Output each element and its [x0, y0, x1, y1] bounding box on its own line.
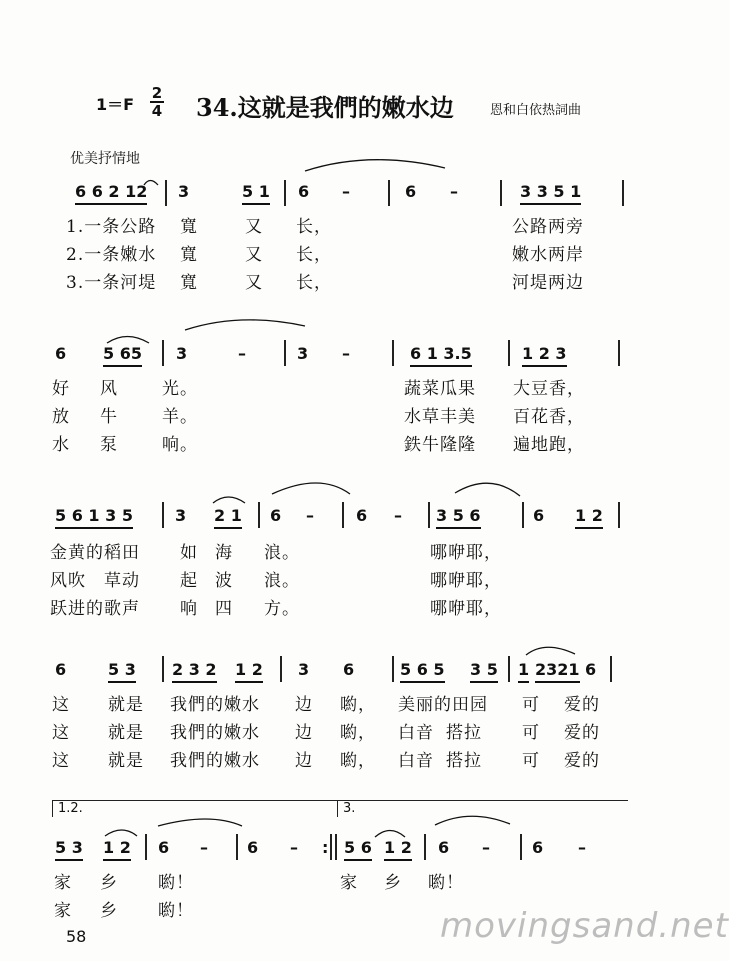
- lyric-v2-b: 乡: [100, 901, 118, 921]
- notes-m1: 6 6 2 12: [75, 182, 147, 205]
- notes-m5a: 1: [518, 660, 529, 683]
- lyric-v1-f: 美丽的田园: [398, 695, 488, 715]
- lyric-v2-d: 长，: [296, 245, 332, 265]
- lyric-v3-e: 喲，: [340, 751, 376, 771]
- key-signature: 1＝F: [96, 95, 135, 114]
- notes-m5b: –: [482, 838, 490, 857]
- lyric-v1-e: 大豆香，: [513, 379, 585, 399]
- notes-m2b: 5 1: [242, 182, 270, 205]
- lyric-v3-e: 河堤两边: [512, 273, 584, 293]
- lyric-v1-e: 公路两旁: [512, 217, 584, 237]
- lyric-v3-c: 又: [245, 273, 263, 293]
- lyric-v2-d: 边: [295, 723, 313, 743]
- lyric-v1-c: 光。: [162, 379, 198, 399]
- notes-m2a: 2 3 2: [172, 660, 217, 683]
- lyric-v2-b: 就是: [108, 723, 144, 743]
- notes-m5c: 6: [585, 660, 597, 679]
- lyric-v1-d: 长，: [296, 217, 332, 237]
- notes-m1b: 5 3: [108, 660, 136, 683]
- lyric-v2-e: 百花香，: [513, 407, 585, 427]
- lyric-v2-a: 这: [52, 723, 70, 743]
- notes-m3b: –: [342, 182, 350, 201]
- lyric-v2-c: 我們的嫩水: [170, 723, 260, 743]
- lyric-v1-c: 我們的嫩水: [170, 695, 260, 715]
- lyric-v3-a: 水: [52, 435, 70, 455]
- lyric-v3-b: 泵: [100, 435, 118, 455]
- notes-m1a: 5 3: [55, 838, 83, 861]
- lyric-v3-d: 鉄牛隆隆: [404, 435, 476, 455]
- lyric-v2-f: 哪咿耶，: [430, 571, 502, 591]
- lyric-v2-h: 可: [522, 723, 540, 743]
- notes-m5b: 2321: [535, 660, 580, 683]
- lyric-v2-e: 浪。: [264, 571, 300, 591]
- lyric-v1-b: 乡: [100, 873, 118, 893]
- notes-m4a: 6: [356, 506, 368, 525]
- notes-m2b: 1 2: [235, 660, 263, 683]
- lyric-v1-b: 风: [100, 379, 118, 399]
- volta-label-2: 3.: [343, 801, 356, 816]
- notes-m4: 6 1 3.5: [410, 344, 472, 367]
- lyric-v1-a: 好: [52, 379, 70, 399]
- lyric-v1-e: 哪咿耶，: [430, 543, 502, 563]
- lyric-v2-c: 起: [180, 571, 198, 591]
- lyric-v2-c: 又: [245, 245, 263, 265]
- lyric-v2-e: 嫩水两岸: [512, 245, 584, 265]
- lyric-v2-d: 水草丰美: [404, 407, 476, 427]
- lyric-v1-d: 浪。: [264, 543, 300, 563]
- lyric-v3-c: 四: [215, 599, 233, 619]
- song-title: 34.这就是我們的嫩水边: [196, 93, 454, 122]
- lyric-v2-b: 寬: [180, 245, 198, 265]
- lyric-v3-a: 3.一条河堤: [66, 273, 157, 293]
- lyric-v1-g: 可: [522, 695, 540, 715]
- lyric-v3-d: 长，: [296, 273, 332, 293]
- lyric-v3-a: 跃进的歌声: [50, 599, 140, 619]
- composer-credit: 恩和白依热詞曲: [490, 103, 582, 118]
- notes-m1a: 6: [55, 660, 67, 679]
- lyric-v1-h: 爱的: [564, 695, 600, 715]
- repeat-sign: :: [322, 838, 329, 857]
- lyric-v2-a: 放: [52, 407, 70, 427]
- lyric-v1-c: 海: [215, 543, 233, 563]
- lyric-v1-c: 喲！: [158, 873, 194, 893]
- lyric-v1-d: 蔬菜瓜果: [404, 379, 476, 399]
- lyric-v3-d: 方。: [264, 599, 300, 619]
- notes-m6a: 6: [533, 506, 545, 525]
- notes-m5a: 6: [438, 838, 450, 857]
- lyric-v2-g: 搭拉: [446, 723, 482, 743]
- notes-m3a: 6: [270, 506, 282, 525]
- notes-m3b: –: [290, 838, 298, 857]
- lyric-v2-a: 风吹: [50, 571, 86, 591]
- notes-m4a: 5 6: [344, 838, 372, 861]
- lyric-v3-b: 寬: [180, 273, 198, 293]
- lyric-v3-c: 响。: [162, 435, 198, 455]
- lyric-v3-h: 可: [522, 751, 540, 771]
- tempo-marking: 优美抒情地: [70, 151, 140, 167]
- notes-m1b: 5 65: [103, 344, 142, 367]
- volta-bracket-2: [337, 800, 628, 817]
- notes-m2a: 3: [175, 506, 187, 525]
- notes-m2a: 3: [176, 344, 188, 363]
- notes-m3a: 3: [298, 660, 310, 679]
- notes-m2b: 2 1: [214, 506, 242, 529]
- time-signature: [150, 86, 164, 118]
- lyric-v2-d: 波: [215, 571, 233, 591]
- lyric-v3-b: 就是: [108, 751, 144, 771]
- lyric-v3-a: 这: [52, 751, 70, 771]
- lyric-v2-c: 羊。: [162, 407, 198, 427]
- lyric-v1-d: 家: [340, 873, 358, 893]
- notes-m3a: 3: [297, 344, 309, 363]
- lyric-v1-e: 乡: [384, 873, 402, 893]
- notes-m2b: –: [200, 838, 208, 857]
- lyric-v1-a: 家: [54, 873, 72, 893]
- notes-m6b: –: [578, 838, 586, 857]
- lyric-v1-a: 1.一条公路: [66, 217, 157, 237]
- lyric-v1-b: 就是: [108, 695, 144, 715]
- notes-m4b: 1 2: [384, 838, 412, 861]
- lyric-v1-f: 喲！: [428, 873, 464, 893]
- lyric-v1-b: 寬: [180, 217, 198, 237]
- lyric-v1-d: 边: [295, 695, 313, 715]
- lyric-v3-f: 白音: [398, 751, 434, 771]
- lyric-v2-a: 家: [54, 901, 72, 921]
- volta-bracket-1: [52, 800, 343, 817]
- lyric-v3-c: 我們的嫩水: [170, 751, 260, 771]
- notes-m3a: 6: [247, 838, 259, 857]
- lyric-v2-b: 牛: [100, 407, 118, 427]
- notes-m4b: –: [450, 182, 458, 201]
- notes-m4a: 6: [405, 182, 417, 201]
- notes-m4b: 3 5: [470, 660, 498, 683]
- lyric-v2-c: 喲！: [158, 901, 194, 921]
- notes-m5: 3 5 6: [436, 506, 481, 529]
- page-number: 58: [66, 927, 87, 946]
- notes-m3a: 6: [298, 182, 310, 201]
- lyric-v3-g: 搭拉: [446, 751, 482, 771]
- lyric-v2-i: 爱的: [564, 723, 600, 743]
- time-sig-top: 2: [151, 84, 163, 102]
- watermark: movingsand.net: [440, 906, 729, 946]
- volta-label-1: 1.2.: [58, 801, 83, 816]
- notes-m6a: 6: [532, 838, 544, 857]
- lyric-v1-b: 如: [180, 543, 198, 563]
- lyric-v1-a: 金黄的稻田: [50, 543, 140, 563]
- lyric-v3-b: 响: [180, 599, 198, 619]
- notes-m5: 1 2 3: [522, 344, 567, 367]
- lyric-v2-e: 喲，: [340, 723, 376, 743]
- lyric-v3-d: 边: [295, 751, 313, 771]
- lyric-v3-i: 爱的: [564, 751, 600, 771]
- notes-m3b: –: [342, 344, 350, 363]
- lyric-v2-b: 草动: [104, 571, 140, 591]
- notes-m6b: 1 2: [575, 506, 603, 529]
- notes-m2a: 3: [178, 182, 190, 201]
- lyric-v1-a: 这: [52, 695, 70, 715]
- lyric-v3-e: 遍地跑，: [513, 435, 585, 455]
- notes-m1b: 1 2: [103, 838, 131, 861]
- notes-m2b: –: [238, 344, 246, 363]
- notes-m4a: 5 6 5: [400, 660, 445, 683]
- notes-m2a: 6: [158, 838, 170, 857]
- notes-m3b: –: [306, 506, 314, 525]
- notes-m5: 3 3 5 1: [520, 182, 581, 205]
- notes-m3b: 6: [343, 660, 355, 679]
- lyric-v1-c: 又: [245, 217, 263, 237]
- notes-m4b: –: [394, 506, 402, 525]
- lyric-v1-e: 喲，: [340, 695, 376, 715]
- time-sig-bottom: 4: [151, 102, 163, 120]
- lyric-v2-a: 2.一条嫩水: [66, 245, 157, 265]
- notes-m1a: 6: [55, 344, 67, 363]
- notes-m1: 5 6 1 3 5: [55, 506, 133, 529]
- lyric-v2-f: 白音: [398, 723, 434, 743]
- lyric-v3-e: 哪咿耶，: [430, 599, 502, 619]
